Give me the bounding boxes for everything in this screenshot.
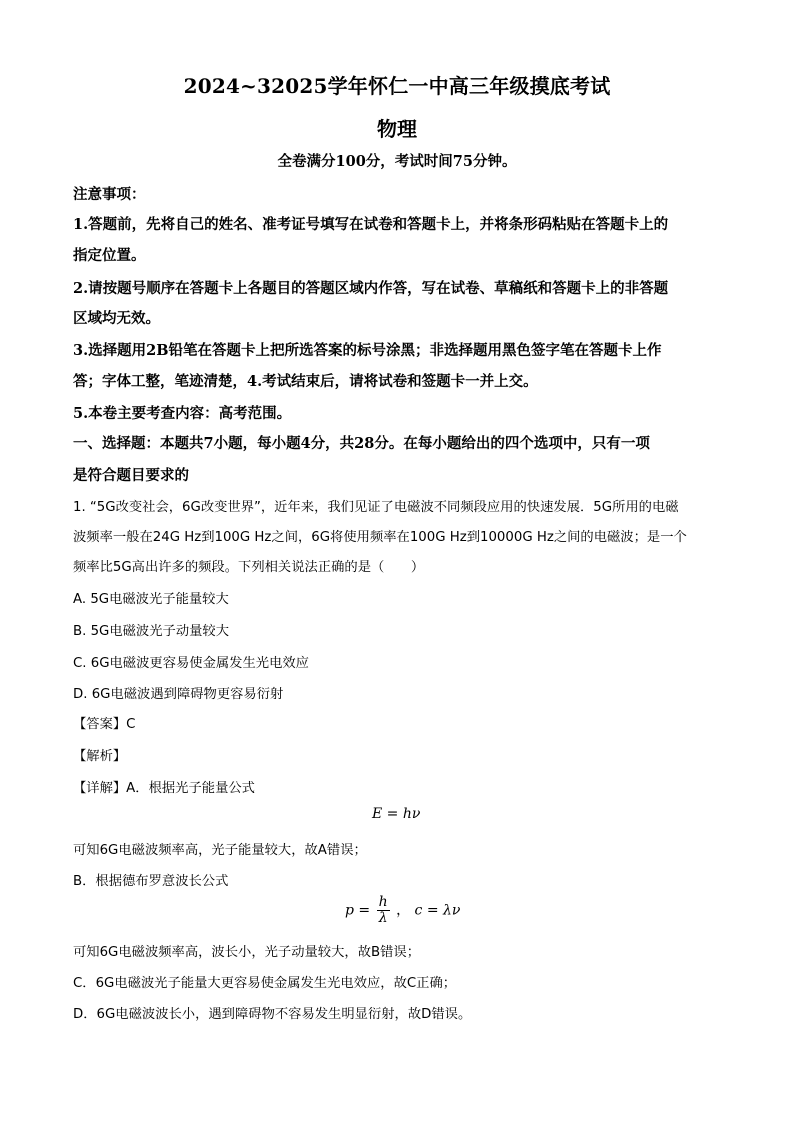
formula-fraction bbox=[377, 895, 390, 926]
detail-b-conclusion: 可知6G电磁波频率高，波长小，光子动量较大，故B错误； bbox=[73, 945, 421, 960]
note-2-line-2: 区域均无效。 bbox=[73, 310, 160, 327]
subject-title: 物理 bbox=[377, 117, 417, 141]
score-note: 全卷满分100分，考试时间75分钟。 bbox=[277, 153, 517, 170]
note-2-line-1: 2.请按题号顺序在答题卡上各题目的答题区域内作答，写在试卷、草稿纸和答题卡上的非答题 bbox=[73, 280, 669, 297]
note-3-line-2: 答；字体工整，笔迹清楚，4.考试结束后，请将试卷和签题卡一并上交。 bbox=[73, 373, 538, 390]
section-1-heading-line-1: 一、选择题：本题共7小题，每小题4分，共28分。在每小题给出的四个选项中，只有一项 bbox=[73, 435, 650, 452]
option-d: D. 6G电磁波遇到障碍物更容易衍射 bbox=[73, 687, 284, 702]
question-1-stem-line-1: 1. “5G改变社会，6G改变世界”，近年来，我们见证了电磁波不同频段应用的快速发展．5G所用的电磁 bbox=[73, 500, 679, 515]
detail-a-conclusion: 可知6G电磁波频率高，光子能量较大，故A错误； bbox=[73, 843, 367, 858]
note-1-line-2: 指定位置。 bbox=[73, 247, 146, 264]
section-1-heading-line-2: 是符合题目要求的 bbox=[73, 467, 189, 484]
detail-b: B．根据德布罗意波长公式 bbox=[73, 874, 229, 889]
exam-title: 2024~32025学年怀仁一中高三年级摸底考试 bbox=[183, 74, 611, 98]
option-c: C. 6G电磁波更容易使金属发生光电效应 bbox=[73, 656, 309, 671]
formula-wave-speed: c = λν bbox=[414, 902, 461, 919]
note-5: 5.本卷主要考查内容：高考范围。 bbox=[73, 405, 292, 422]
detail-c: C．6G电磁波光子能量大更容易使金属发生光电效应，故C正确； bbox=[73, 976, 457, 991]
option-a: A. 5G电磁波光子能量较大 bbox=[73, 592, 229, 607]
notes-heading: 注意事项： bbox=[73, 186, 146, 203]
detail-d: D．6G电磁波波长小，遇到障碍物不容易发生明显衍射，故D错误。 bbox=[73, 1007, 472, 1022]
detail-a: 【详解】A．根据光子能量公式 bbox=[73, 781, 255, 796]
photon-energy-formula: E = hν bbox=[372, 806, 421, 822]
note-1-line-1: 1.答题前，先将自己的姓名、准考证号填写在试卷和答题卡上，并将条形码粘贴在答题卡上的 bbox=[73, 216, 669, 233]
formula-momentum-lhs: p = bbox=[345, 902, 371, 919]
de-broglie-formula bbox=[345, 895, 460, 926]
formula-separator: ， bbox=[396, 902, 411, 919]
answer-label: 【答案】C bbox=[73, 717, 136, 732]
question-1-stem-line-3: 频率比5G高出许多的频段。下列相关说法正确的是（ ） bbox=[73, 560, 425, 575]
analysis-label: 【解析】 bbox=[73, 749, 127, 764]
note-3-line-1: 3.选择题用2B铅笔在答题卡上把所选答案的标号涂黑；非选择题用黑色签字笔在答题卡上作 bbox=[73, 342, 662, 359]
formula-denominator: λ bbox=[378, 910, 388, 926]
question-1-stem-line-2: 波频率一般在24G Hz到100G Hz之间，6G将使用频率在100G Hz到10000G Hz之间的电磁波；是一个 bbox=[73, 530, 687, 545]
formula-numerator: h bbox=[378, 894, 388, 910]
option-b: B. 5G电磁波光子动量较大 bbox=[73, 624, 230, 639]
